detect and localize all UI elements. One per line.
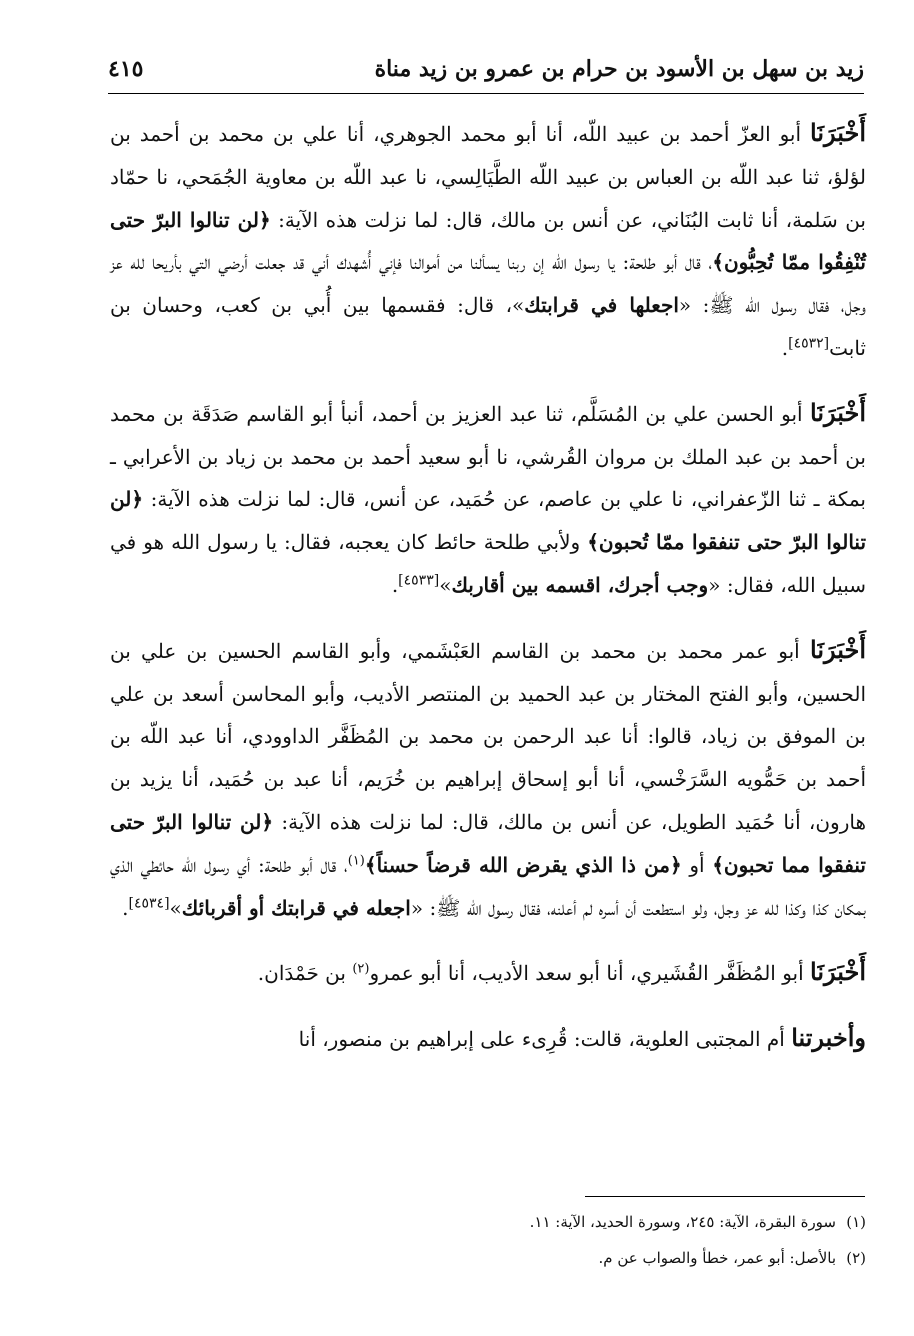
paragraph-text: »، قال: فقسمها بين أُبي بن كعب، وحسان بن ثابت — [110, 293, 866, 360]
hadith-number: [٤٥٣٢] — [788, 335, 830, 352]
hadith-number: [٤٥٣٣] — [398, 572, 440, 589]
paragraph-text: أم المجتبى العلوية، قالت: قُرِىء على إبراهيم بن منصور، أنا — [298, 1027, 792, 1052]
footnote — [110, 1204, 866, 1240]
isnad-keyword: وأخبرتنا — [791, 1023, 866, 1053]
paragraph-text: » — [169, 895, 182, 920]
paragraph-text: بن حَمْدَان. — [257, 961, 353, 986]
footnote-number: (٢) — [846, 1249, 866, 1267]
hadith-number: [٤٥٣٤] — [128, 894, 170, 911]
page-header — [108, 52, 864, 96]
paragraph-4533 — [110, 392, 866, 607]
paragraph-end: . — [122, 895, 129, 920]
paragraph-text: أبو المُظَفَّر القُشَيري، أنا أبو سعد الأديب، أنا أبو عمرو — [369, 961, 811, 986]
isnad-keyword: أَخْبَرَنَا — [810, 397, 866, 427]
footnote-number: (١) — [846, 1213, 866, 1231]
paragraph-isnad — [110, 951, 866, 995]
footnote-rule — [585, 1196, 865, 1197]
quran-quote: ﴿لن تنالوا البرّ حتى تنفقوا ممّا تُحبون﴾ — [110, 487, 867, 555]
paragraph-text: ، قال أبو طلحة: أي رسول الله حائطي الذي بمكان كذا وكذا لله عز وجل، ولو استطعت أن أسره لم أعلنه، فقال رسول الله ﷺ: « — [110, 852, 866, 920]
isnad-keyword: أَخْبَرَنَا — [810, 957, 866, 987]
footnote-text: سورة البقرة، الآية: ٢٤٥، وسورة الحديد، الآية: ١١. — [529, 1213, 836, 1231]
paragraph-text: أو — [681, 852, 713, 877]
footnote-marker: (١) — [347, 853, 365, 869]
quran-quote: ﴿لن تنالوا البرّ حتى تُنْفِقُوا ممّا تُحِبُّون﴾ — [110, 207, 866, 275]
paragraph-text: أبو عمر محمد بن محمد بن القاسم العَبْشَمي، وأبو القاسم الحسين بن علي بن الحسين، وأبو الفتح المختار بن عبد الحميد بن المنتصر الأديب، وأبو المحاسن أسعد بن علي بن الموفق بن زياد، قالوا: أنا عبد الرحمن بن محمد بن المُظَفَّر الداوودي، أنا عبد اللّه بن أحمد بن حَمُّويه السَّرَخْسي، أنا أبو إسحاق إبراهيم بن خُرَيم، أنا عبد بن حُمَيد، أنا يزيد بن هارون، أنا حُمَيد الطويل، عن أنس بن مالك، قال: لما نزلت هذه الآية: — [110, 638, 866, 834]
isnad-keyword: أَخْبَرَنَا — [810, 118, 866, 147]
paragraph-text: » — [439, 572, 452, 597]
isnad-keyword: أَخْبَرَنَا — [810, 634, 866, 664]
hadith-quote: اجعلها في قرابتك — [524, 293, 679, 318]
paragraph-text: ، قال أبو طلحة: يا رسول الله إن ربنا يسألنا من أموالنا فإني أُشهدك أني قد جعلت أرضي التي بأريحا لله عز وجل، فقال رسول الله ﷺ: « — [110, 250, 866, 318]
paragraph-end: . — [391, 572, 399, 597]
paragraph-end: . — [781, 335, 789, 360]
header-rule — [108, 93, 864, 94]
quran-quote: ﴿لن تنالوا البرّ حتى تنفقوا مما تحبون﴾ — [110, 809, 866, 877]
footnote-marker: (٢) — [352, 961, 370, 977]
hadith-quote: وجب أجرك، اقسمه بين أقاربك — [451, 572, 709, 597]
quran-quote: ﴿من ذا الذي يقرض الله قرضاً حسناً﴾ — [364, 852, 682, 877]
page-number: ٤١٥ — [108, 56, 144, 82]
paragraph-text: أبو الحسن علي بن المُسَلَّم، ثنا عبد العزيز بن أحمد، أنبأ أبو القاسم صَدَقَة بن محمد بن أحمد بن عبد الملك بن مروان القُرشي، نا أبو سعيد أحمد بن محمد بن زياد بن الأعرابي ـ بمكة ـ ثنا الزّعفراني، نا علي بن عاصم، عن حُمَيد، عن أنس، قال: لما نزلت هذه الآية: — [110, 401, 866, 512]
footnotes — [110, 1204, 866, 1276]
paragraph-4532 — [110, 112, 866, 370]
footnote-text: بالأصل: أبو عمر، خطأ والصواب عن م. — [598, 1249, 836, 1267]
hadith-quote: اجعله في قرابتك أو أقربائك — [181, 895, 411, 920]
paragraph-4534 — [110, 629, 866, 930]
main-text — [110, 112, 866, 1083]
footnote — [110, 1240, 866, 1276]
paragraph-text: أبو العزّ أحمد بن عبيد اللّه، أنا أبو محمد الجوهري، أنا علي بن محمد بن أحمد بن لؤلؤ، ثنا عبد اللّه بن العباس بن عبيد اللّه الطَّيَالِسي، نا عبد اللّه بن معاوية الجُمَحي، نا حمّاد بن سَلمة، أنا ثابت البُنَاني، عن أنس بن مالك، قال: لما نزلت هذه الآية: — [110, 122, 866, 232]
paragraph-text: ولأبي طلحة حائط كان يعجبه، فقال: يا رسول الله هو في سبيل الله، فقال: « — [110, 530, 866, 597]
running-title: زيد بن سهل بن الأسود بن حرام بن عمرو بن زيد مناة — [374, 56, 864, 82]
paragraph-continued — [110, 1017, 866, 1061]
